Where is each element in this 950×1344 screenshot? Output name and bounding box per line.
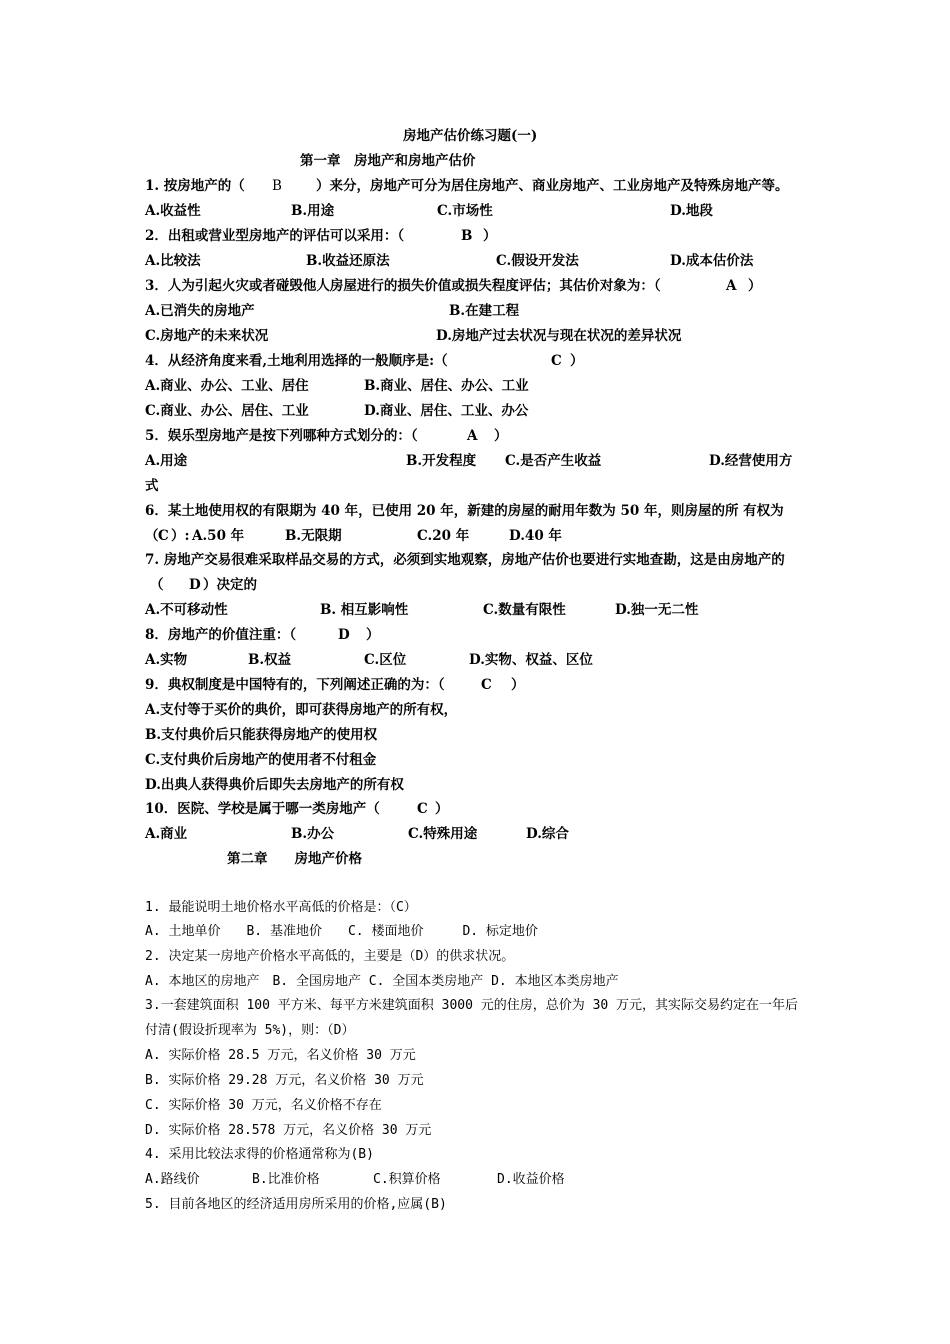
- ch1-q6-option-c: C.20 年: [417, 528, 470, 544]
- ch1-q6-open: （: [145, 528, 159, 544]
- ch1-q7-close: ）决定的: [203, 577, 257, 593]
- ch1-q10-answer: C: [417, 801, 428, 817]
- ch2-q3-stem-line1: 3.一套建筑面积 100 平方米、每平方米建筑面积 3000 元的住房，总价为 30 万元，其实际交易约定在一年后: [145, 998, 799, 1013]
- ch1-q5-stem: 5．娱乐型房地产是按下列哪种方式划分的：（: [145, 428, 418, 444]
- ch2-q2-stem: 2. 决定某一房地产价格水平高低的，主要是（D）的供求状况。: [145, 949, 515, 964]
- ch1-q2-option-b: B.收益还原法: [306, 253, 390, 269]
- ch1-q10-stem: 10．医院、学校是属于哪一类房地产（: [145, 801, 380, 817]
- ch1-q9-option-b: B.支付典价后只能获得房地产的使用权: [145, 727, 378, 743]
- ch1-q2-option-d: D.成本估价法: [670, 253, 754, 269]
- ch1-q5-answer: A: [467, 428, 478, 444]
- ch1-q7-stem: 7. 房地产交易很难采取样品交易的方式，必须到实地观察，房地产估价也要进行实地查勘，这是由房地产的: [145, 552, 785, 568]
- ch1-q3-option-b: B.在建工程: [449, 303, 520, 319]
- ch1-q9-stem: 9．典权制度是中国特有的，下列阐述正确的为：（: [145, 677, 445, 693]
- ch1-q9-option-a: A.支付等于买价的典价，即可获得房地产的所有权，: [145, 702, 458, 718]
- ch1-q3-option-d: D.房地产过去状况与现在状况的差异状况: [436, 328, 682, 344]
- ch1-q10-close: ）: [435, 801, 449, 817]
- ch1-q8-option-a: A.实物: [145, 652, 188, 668]
- chapter1-heading: 第一章 房地产和房地产估价: [300, 153, 476, 169]
- ch2-q2-options: A. 本地区的房地产 B. 全国房地产 C. 全国本类房地产 D. 本地区本类房地产: [145, 974, 619, 989]
- ch1-q1-stem-a: 1. 按房地产的（: [145, 178, 245, 194]
- ch1-q2-close: ）: [483, 228, 497, 244]
- ch1-q4-option-b: B.商业、居住、办公、工业: [364, 378, 529, 394]
- ch2-q1-stem: 1. 最能说明土地价格水平高低的价格是：（C）: [145, 900, 417, 915]
- ch1-q4-option-d: D.商业、居住、工业、办公: [364, 403, 529, 419]
- ch1-q3-option-c: C.房地产的未来状况: [145, 328, 269, 344]
- ch2-q4-stem: 4. 采用比较法求得的价格通常称为(B): [145, 1147, 374, 1162]
- ch2-q3-option-a: A. 实际价格 28.5 万元，名义价格 30 万元: [145, 1048, 416, 1063]
- ch1-q7-option-c: C.数量有限性: [483, 602, 566, 618]
- ch1-q7-option-b: B. 相互影响性: [320, 602, 409, 618]
- ch1-q5-option-c: C.是否产生收益: [505, 453, 602, 469]
- ch1-q5-option-a: A.用途: [145, 453, 188, 469]
- ch1-q6-close: ）:: [171, 528, 190, 544]
- ch1-q10-option-c: C.特殊用途: [408, 826, 478, 842]
- ch1-q5-option-d-wrap: 式: [145, 478, 159, 494]
- ch1-q9-answer: C: [481, 677, 492, 693]
- ch2-q4-option-d: D.收益价格: [497, 1172, 565, 1187]
- ch1-q7-option-a: A.不可移动性: [145, 602, 228, 618]
- ch1-q10-option-b: B.办公: [291, 826, 335, 842]
- ch1-q8-option-d: D.实物、权益、区位: [469, 652, 593, 668]
- ch1-q5-close: ）: [494, 428, 508, 444]
- ch1-q8-option-b: B.权益: [248, 652, 292, 668]
- ch1-q7-answer: D: [189, 577, 201, 593]
- ch2-q3-option-b: B. 实际价格 29.28 万元，名义价格 30 万元: [145, 1073, 424, 1088]
- ch1-q6-option-b: B.无限期: [285, 528, 342, 544]
- ch1-q6-option-d: D.40 年: [509, 528, 562, 544]
- ch1-q2-stem: 2．出租或营业型房地产的评估可以采用：（: [145, 228, 405, 244]
- ch1-q9-option-d: D.出典人获得典价后即失去房地产的所有权: [145, 777, 404, 793]
- ch1-q8-option-c: C.区位: [364, 652, 407, 668]
- ch1-q3-close: ）: [748, 278, 762, 294]
- ch1-q4-answer: C: [551, 353, 562, 369]
- ch1-q8-answer: D: [338, 627, 350, 643]
- document-title: 房地产估价练习题(一): [403, 128, 538, 144]
- ch2-q3-option-c: C. 实际价格 30 万元，名义价格不存在: [145, 1098, 382, 1113]
- ch2-q5-stem: 5. 目前各地区的经济适用房所采用的价格,应属(B): [145, 1197, 447, 1212]
- ch2-q4-option-c: C.积算价格: [373, 1172, 441, 1187]
- ch1-q1-option-d: D.地段: [670, 203, 713, 219]
- ch1-q1-answer: B: [272, 178, 282, 194]
- ch1-q2-answer: B: [461, 228, 473, 244]
- ch1-q5-option-b: B.开发程度: [406, 453, 477, 469]
- ch1-q1-option-a: A.收益性: [145, 203, 201, 219]
- ch1-q1-stem-b: ）来分，房地产可分为居住房地产、商业房地产、工业房地产及特殊房地产等。: [316, 178, 789, 194]
- ch1-q9-close: ）: [511, 677, 525, 693]
- ch1-q2-option-a: A.比较法: [145, 253, 201, 269]
- ch1-q4-option-a: A.商业、办公、工业、居住: [145, 378, 309, 394]
- ch1-q7-option-d: D.独一无二性: [615, 602, 699, 618]
- ch1-q4-stem: 4．从经济角度来看,土地利用选择的一般顺序是:（: [145, 353, 448, 369]
- ch1-q1-option-b: B.用途: [291, 203, 335, 219]
- ch1-q6-option-a: A.50 年: [192, 528, 245, 544]
- ch2-q3-stem-line2: 付清(假设折现率为 5%)，则：（D）: [145, 1023, 355, 1038]
- ch1-q5-option-d: D.经营使用方: [709, 453, 793, 469]
- chapter2-heading: 第二章 房地产价格: [227, 851, 362, 867]
- ch2-q4-option-b: B.比准价格: [252, 1172, 320, 1187]
- ch1-q4-close: ）: [570, 353, 584, 369]
- ch2-q3-option-d: D. 实际价格 28.578 万元，名义价格 30 万元: [145, 1123, 432, 1138]
- ch2-q1-options: A. 土地单价 B. 基准地价 C. 楼面地价 D. 标定地价: [145, 924, 538, 939]
- ch1-q9-option-c: C.支付典价后房地产的使用者不付租金: [145, 752, 377, 768]
- ch1-q1-option-c: C.市场性: [437, 203, 493, 219]
- ch1-q4-option-c: C.商业、办公、居住、工业: [145, 403, 309, 419]
- ch1-q10-option-a: A.商业: [145, 826, 188, 842]
- ch1-q8-close: ）: [366, 627, 380, 643]
- ch1-q8-stem: 8．房地产的价值注重：（: [145, 627, 297, 643]
- ch1-q2-option-c: C.假设开发法: [496, 253, 579, 269]
- ch2-q4-option-a: A.路线价: [145, 1172, 200, 1187]
- ch1-q7-open: （: [150, 577, 164, 593]
- ch1-q3-option-a: A.已消失的房地产: [145, 303, 255, 319]
- ch1-q3-answer: A: [726, 278, 737, 294]
- ch1-q6-answer: C: [158, 528, 169, 544]
- ch1-q10-option-d: D.综合: [526, 826, 569, 842]
- ch1-q6-stem: 6．某土地使用权的有限期为 40 年，已使用 20 年，新建的房屋的耐用年数为 50 年，则房屋的所 有权为: [145, 503, 784, 519]
- ch1-q3-stem: 3．人为引起火灾或者碰毁他人房屋进行的损失价值或损失程度评估；其估价对象为：（: [145, 278, 661, 294]
